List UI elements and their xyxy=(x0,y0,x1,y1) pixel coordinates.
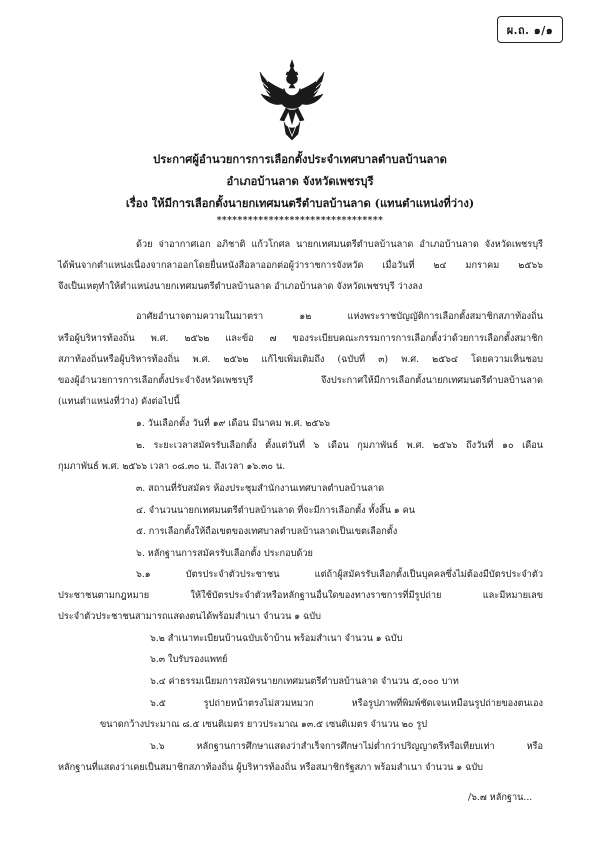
document-code-box xyxy=(497,16,563,43)
paragraph-line: สภาท้องถิ่นหรือผู้บริหารท้องถิ่น พ.ศ. ๒๕๖๒ แก้ไขเพิ่มเติมถึง (ฉบับที่ ๓) พ.ศ. ๒๕๖๔ โดยความเห็นชอบ xyxy=(58,354,543,365)
paragraph-line: หรือผู้บริหารท้องถิ่น พ.ศ. ๒๕๖๒ และข้อ ๗ ของระเบียบคณะกรรมการการเลือกตั้งว่าด้วยการเลือกตั้งสมาชิก xyxy=(58,333,543,344)
paragraph-line: จึงเป็นเหตุทำให้ตำแหน่งนายกเทศมนตรีตำบลบ้านลาด อำเภอบ้านลาด จังหวัดเพชรบุรี ว่างลง xyxy=(58,281,423,292)
announcement-title: ประกาศผู้อำนวยการการเลือกตั้งประจำเทศบาลตำบลบ้านลาด xyxy=(153,152,447,166)
list-item-election-date: ๑. วันเลือกตั้ง วันที่ ๑๙ เดือน มีนาคม พ.ศ. ๒๕๖๖ xyxy=(136,418,331,429)
sub-item-education-cont: หลักฐานที่แสดงว่าเคยเป็นสมาชิกสภาท้องถิ่น ผู้บริหารท้องถิ่น หรือสมาชิกรัฐสภา พร้อมสำเนา จำนวน ๑ ฉบับ xyxy=(58,762,483,773)
sub-item-photograph-cont: ขนาดกว้างประมาณ ๘.๕ เซนติเมตร ยาวประมาณ ๑๓.๕ เซนติเมตร จำนวน ๒๐ รูป xyxy=(100,719,428,730)
continuation-note: /๖.๗ หลักฐาน... xyxy=(468,792,533,803)
document-code: ผ.ถ. ๑/๑ xyxy=(506,23,554,37)
list-item-electoral-district: ๕. การเลือกตั้งให้ถือเขตของเทศบาลตำบลบ้านลาดเป็นเขตเลือกตั้ง xyxy=(136,526,398,537)
sub-item-id-card-cont: ประจำตัวประชาชนสามารถแสดงตนได้พร้อมสำเนา จำนวน ๑ ฉบับ xyxy=(58,611,321,622)
list-item-application-period-cont: กุมภาพันธ์ พ.ศ. ๒๕๖๖ เวลา ๐๘.๓๐ น. ถึงเวลา ๑๖.๓๐ น. xyxy=(58,461,286,472)
list-item-application-place: ๓. สถานที่รับสมัคร ห้องประชุมสำนักงานเทศบาลตำบลบ้านลาด xyxy=(136,483,385,494)
paragraph-line: ได้พ้นจากตำแหน่งเนื่องจากลาออกโดยยื่นหนังสือลาออกต่อผู้ว่าราชการจังหวัด เมื่อวันที่ ๒๔ มกราคม ๒๕๖๖ xyxy=(58,260,543,271)
announcement-subject: เรื่อง ให้มีการเลือกตั้งนายกเทศมนตรีตำบลบ้านลาด (แทนตำแหน่งที่ว่าง) xyxy=(125,196,475,210)
list-item-number-positions: ๔. จำนวนนายกเทศมนตรีตำบลบ้านลาด ที่จะมีการเลือกตั้ง ทั้งสิ้น ๑ คน xyxy=(136,505,416,516)
garuda-emblem-icon xyxy=(258,58,326,142)
sub-item-medical-certificate: ๖.๓ ใบรับรองแพทย์ xyxy=(150,654,228,665)
sub-item-education: ๖.๖ หลักฐานการศึกษาแสดงว่าสำเร็จการศึกษาไม่ต่ำกว่าปริญญาตรีหรือเทียบเท่า หรือ xyxy=(150,741,543,752)
sub-item-id-card: ๖.๑ บัตรประจำตัวประชาชน แต่ถ้าผู้สมัครรับเลือกตั้งเป็นบุคคลซึ่งไม่ต้องมีบัตรประจำตัว xyxy=(136,569,543,580)
sub-item-house-registration: ๖.๒ สำเนาทะเบียนบ้านฉบับเจ้าบ้าน พร้อมสำเนา จำนวน ๑ ฉบับ xyxy=(150,633,403,644)
paragraph-line: อาศัยอำนาจตามความในมาตรา ๑๒ แห่งพระราชบัญญัติการเลือกตั้งสมาชิกสภาท้องถิ่น xyxy=(136,311,543,322)
list-item-application-period: ๒. ระยะเวลาสมัครรับเลือกตั้ง ตั้งแต่วันที่ ๖ เดือน กุมภาพันธ์ พ.ศ. ๒๕๖๖ ถึงวันที่ ๑๐ เดือน xyxy=(136,440,543,451)
sub-item-photograph: ๖.๕ รูปถ่ายหน้าตรงไม่สวมหมวก หรือรูปภาพที่พิมพ์ชัดเจนเหมือนรูปถ่ายของตนเอง xyxy=(150,698,543,709)
list-item-required-documents: ๖. หลักฐานการสมัครรับเลือกตั้ง ประกอบด้วย xyxy=(136,548,313,559)
paragraph-line: ของผู้อำนวยการการเลือกตั้งประจำจังหวัดเพชรบุรี จึงประกาศให้มีการเลือกตั้งนายกเทศมนตรีตำบลบ้านลาด xyxy=(58,375,543,386)
sub-item-id-card-cont: ประชาชนตามกฎหมาย ให้ใช้บัตรประจำตัวหรือหลักฐานอื่นใดของทางราชการที่มีรูปถ่าย และมีหมายเลข xyxy=(58,590,543,601)
sub-item-application-fee: ๖.๔ ค่าธรรมเนียมการสมัครนายกเทศมนตรีตำบลบ้านลาด จำนวน ๕,๐๐๐ บาท xyxy=(150,676,459,687)
paragraph-line: ด้วย จ่าอากาศเอก อภิชาติ แก้วโกศล นายกเทศมนตรีตำบลบ้านลาด อำเภอบ้านลาด จังหวัดเพชรบุรี xyxy=(136,239,543,250)
paragraph-line: (แทนตำแหน่งที่ว่าง) ดังต่อไปนี้ xyxy=(58,396,180,407)
title-divider: ******************************** xyxy=(216,216,384,226)
announcement-location: อำเภอบ้านลาด จังหวัดเพชรบุรี xyxy=(226,174,374,188)
